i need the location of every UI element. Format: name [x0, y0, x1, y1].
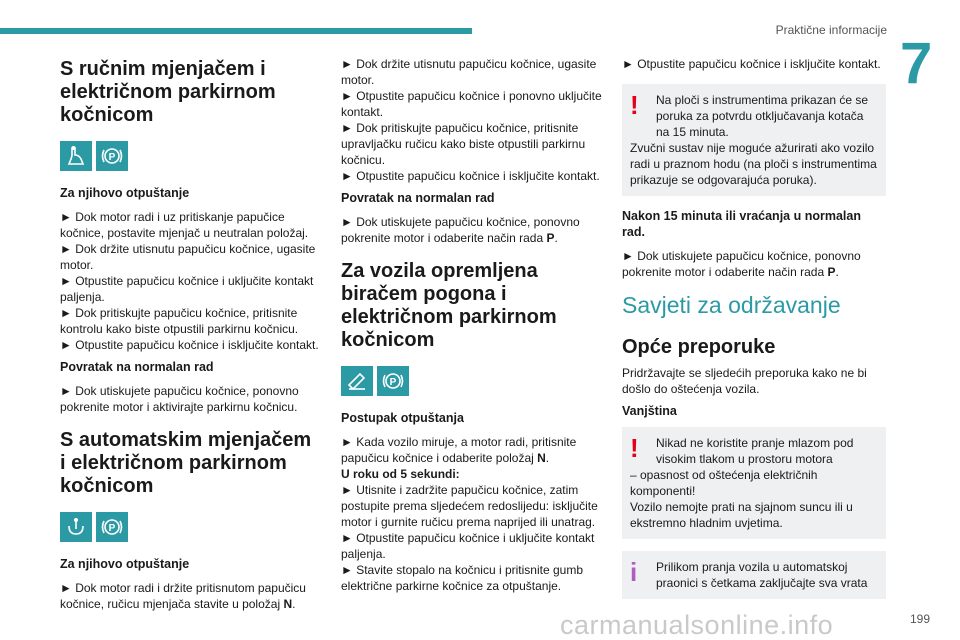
section-title-general: Opće preporuke [622, 336, 776, 358]
step: ► Otpustite papučicu kočnice i ponovno uključite kontakt. [341, 89, 602, 119]
section-title-manual: S ručnim mjenjačem i električnom parkirnom kočnicom [60, 58, 276, 126]
column-1 [60, 58, 322, 612]
info-icon: i [630, 557, 638, 587]
icon-row [60, 141, 322, 171]
step: ► Dok pritiskujte papučicu kočnice, pritisnite upravljačku ručicu kako biste otpustili parkirnu kočnicu. [341, 121, 586, 167]
warning-box [622, 84, 886, 196]
step: ► Stavite stopalo na kočnicu i pritisnite gumb električne parkirne kočnice za otpuštanje. [341, 563, 583, 593]
column-2 [341, 56, 603, 594]
watermark: carmanualsonline.info [560, 610, 834, 640]
step: ► Dok pritiskujte papučicu kočnice, pritisnite kontrolu kako biste otpustili parkirnu kočnicu. [60, 306, 299, 336]
parking-brake-icon [96, 512, 128, 542]
svg-text:P: P [389, 377, 397, 388]
subheading-procedure: Postupak otpuštanja [341, 411, 464, 425]
step: ► Dok držite utisnutu papučicu kočnice, ugasite motor. [341, 57, 597, 87]
step: ► Dok motor radi i uz pritiskanje papučice kočnice, postavite mjenjač u neutralan položaj. [60, 210, 309, 240]
icon-row [60, 512, 322, 542]
step: ► Otpustite papučicu kočnice i isključite kontakt. [341, 169, 600, 183]
chapter-title: Praktične informacije [775, 23, 887, 37]
warning-text: Vozilo nemojte prati na sjajnom suncu ili u ekstremno hladnim uvjetima. [630, 500, 853, 530]
step: ► Otpustite papučicu kočnice i uključite kontakt paljenja. [60, 274, 314, 304]
parking-brake-icon [377, 366, 409, 396]
step: ► Dok utiskujete papučicu kočnice, ponovno pokrenite motor i odaberite način rada P. [622, 249, 861, 279]
step: ► Dok utiskujete papučicu kočnice, ponovno pokrenite motor i odaberite način rada P. [341, 215, 580, 245]
parking-brake-icon [96, 141, 128, 171]
step: ► Otpustite papučicu kočnice i isključite kontakt. [622, 57, 881, 71]
subheading-release: Za njihovo otpuštanje [60, 186, 190, 200]
maintenance-heading: Savjeti za održavanje [622, 292, 841, 318]
warning-box [622, 427, 886, 539]
column-3 [622, 56, 886, 611]
svg-text:P: P [108, 523, 116, 534]
step: ► Utisnite i zadržite papučicu kočnice, zatim postupite prema sljedećem redoslijedu: isključite motor i gurnite ručicu prema naprijed ili unatrag. [341, 483, 598, 529]
step-bold: U roku od 5 sekundi: [341, 467, 460, 481]
subheading-after-15: Nakon 15 minuta ili vraćanja u normalan rad. [622, 209, 861, 239]
page-number: 199 [909, 612, 930, 626]
step: ► Dok motor radi i držite pritisnutom papučicu kočnice, ručicu mjenjača stavite u položaj N. [60, 581, 306, 611]
automatic-gearbox-icon [60, 512, 92, 542]
intro-text: Pridržavajte se sljedećih preporuka kako ne bi došlo do oštećenja vozila. [622, 366, 867, 396]
subheading-normal: Povratak na normalan rad [341, 191, 495, 205]
info-box [622, 551, 886, 599]
warning-text: Na ploči s instrumentima prikazan će se poruka za potvrdu otključavanja kotača na 15 minuta. [656, 93, 869, 139]
subheading-normal: Povratak na normalan rad [60, 360, 214, 374]
step: ► Dok držite utisnutu papučicu kočnice, ugasite motor. [60, 242, 316, 272]
info-text: Prilikom pranja vozila u automatskoj praonici s četkama zaključajte sva vrata [656, 560, 868, 590]
manual-gearbox-icon [60, 141, 92, 171]
svg-text:P: P [108, 152, 116, 163]
step: ► Otpustite papučicu kočnice i uključite kontakt paljenja. [341, 531, 595, 561]
step: ► Dok utiskujete papučicu kočnice, ponovno pokrenite motor i aktivirajte parkirnu kočnicu. [60, 384, 299, 414]
warning-icon: ! [630, 90, 639, 120]
section-title-selector: Za vozila opremljena biračem pogona i električnom parkirnom kočnicom [341, 260, 557, 351]
subheading-release: Za njihovo otpuštanje [60, 557, 190, 571]
warning-text: – opasnost od oštećenja električnih komponenti! [630, 468, 818, 498]
warning-text: Nikad ne koristite pranje mlazom pod visokim tlakom u prostoru motora [656, 436, 854, 466]
header-accent-bar [0, 28, 472, 34]
icon-row [341, 366, 603, 396]
section-title-automatic: S automatskim mjenjačem i električnom parkirnom kočnicom [60, 429, 312, 497]
step: ► Otpustite papučicu kočnice i isključite kontakt. [60, 338, 319, 352]
gear-selector-icon [341, 366, 373, 396]
warning-text: Zvučni sustav nije moguće ažurirati ako vozilo radi u praznom hodu (na ploči s instrumentima prikazuje se odgovarajuća poruka). [630, 141, 877, 187]
chapter-number: 7 [900, 31, 933, 96]
subheading-exterior: Vanjština [622, 404, 677, 418]
step: ► Kada vozilo miruje, a motor radi, pritisnite papučicu kočnice i odaberite položaj N. [341, 435, 577, 465]
warning-icon: ! [630, 433, 639, 463]
